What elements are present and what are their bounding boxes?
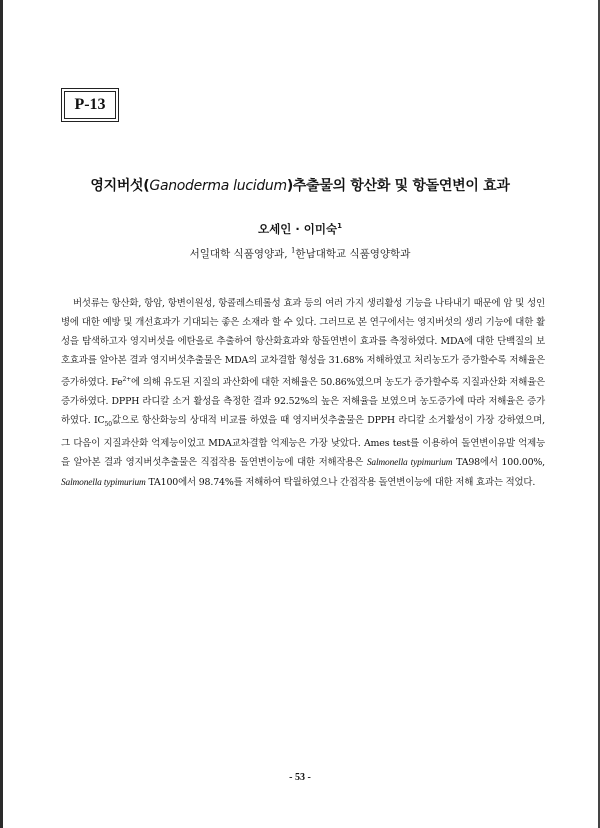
affiliation-2: 한남대학교 식품영양학과 (295, 248, 411, 260)
affiliation-mark: 1 (290, 246, 296, 255)
species-name-2: Salmonella typimurium (61, 478, 146, 488)
abstract-body (61, 294, 545, 493)
poster-id-box (61, 88, 119, 122)
species-name-1: Salmonella typimurium (366, 458, 453, 468)
title-prefix: 영지버섯( (90, 178, 150, 194)
abstract-text-5: TA100에서 98.74%를 저해하여 탁월하였으나 간접작용 돌연변이능에 대한 저해 효과는 적었다. (145, 477, 536, 488)
poster-id: P-13 (74, 96, 106, 113)
paper-title (0, 175, 600, 195)
abstract-text-3: 값으로 항산화능의 상대적 비교를 하였을 때 영지버섯추출물은 DPPH 라디칼 소거활성이 가장 강하였으며, 그 다음이 지질과산화 억제능이었고 MDA교차결합 억제능은 가장 낮았다. Ames test를 이용하여 돌연변이유발 억제능을 알아본 결과 영지버섯추출물은 직접작용 돌연변이능에 대한 저해작용은 (61, 415, 545, 468)
author-names: 오세인 · 이미숙 (258, 222, 338, 236)
ic-subscript: 50 (104, 421, 112, 428)
abstract-text-2: 에 의해 유도된 지질의 과산화에 대한 저해율은 50.86%였으며 농도가 증가할수록 지질과산화 저해율은 증가하였다. DPPH 라디칼 소거 활성을 측정한 결과 92.52%의 높은 저해율을 보였으며 농도증가에 따라 저해율은 증가하였다. IC (61, 377, 546, 427)
affiliations (0, 246, 600, 261)
author-affil-mark: 1 (337, 222, 342, 231)
title-latin-name: Ganoderma lucidum (149, 178, 287, 194)
scan-left-edge (0, 0, 3, 828)
abstract-text-1: 버섯류는 항산화, 항암, 항변이원성, 항콜레스테롤성 효과 등의 여러 가지 생리활성 기능을 나타내기 때문에 암 및 성인병에 대한 예방 및 개선효과가 기대되는 좋은 소재라 할 수 있다. 그러므로 본 연구에서는 영지버섯의 생리 기능에 대한 활성을 탐색하고자 영지버섯을 에탄올로 추출하여 항산화효과와 항돌연변이 효과를 측정하였다. MDA에 대한 단백질의 보호효과를 알아본 결과 영지버섯추출물은 MDA의 교차결합 형성을 31.68% 저해하였고 처리농도가 증가할수록 저해율은 증가하였다. Fe (61, 298, 545, 389)
affiliation-1: 서일대학 식품영양과, (189, 248, 288, 260)
fe-charge: 2+ (122, 376, 132, 383)
author-list (0, 221, 600, 237)
abstract-text-4: TA98에서 100.00%, (452, 457, 545, 468)
page-number: - 53 - (289, 772, 311, 783)
title-suffix: )추출물의 항산화 및 항돌연변이 효과 (286, 178, 510, 194)
